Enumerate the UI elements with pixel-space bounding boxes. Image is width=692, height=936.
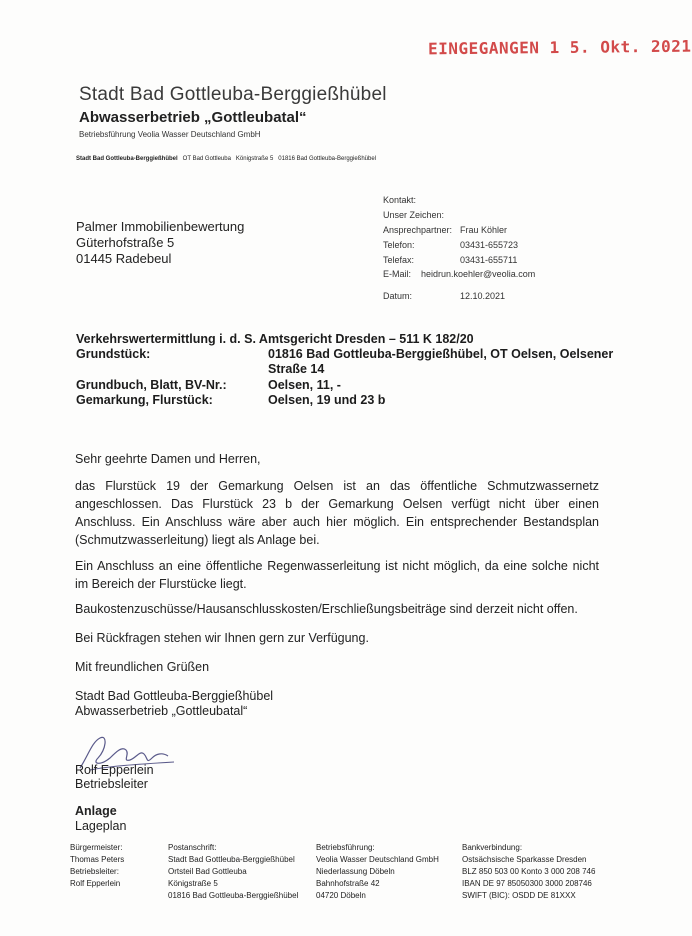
- footer-operator-label: Betriebsführung:: [316, 843, 375, 852]
- footer-bank-label: Bankverbindung:: [462, 843, 523, 852]
- signature-org-2: Abwasserbetrieb „Gottleubatal“: [75, 704, 248, 718]
- sender-line-rest: OT Bad Gottleuba Königstraße 5 01816 Bad Gottleuba-Berggießhübel: [177, 156, 377, 162]
- phone-value: 03431-655723: [460, 240, 519, 250]
- footer-operator-4: 04720 Döbeln: [316, 891, 366, 900]
- letterhead-management: Betriebsführung Veolia Wasser Deutschland GmbH: [79, 130, 261, 139]
- email-value: heidrun.koehler@veolia.com: [421, 269, 536, 279]
- footer-postal-1: Stadt Bad Gottleuba-Berggießhübel: [168, 855, 295, 864]
- salutation: Sehr geehrte Damen und Herren,: [75, 452, 261, 466]
- footer-postal-4: 01816 Bad Gottleuba-Berggießhübel: [168, 891, 299, 900]
- footer-bank-3: IBAN DE 97 85050300 3000 208746: [462, 879, 592, 888]
- partner-label: Ansprechpartner:: [383, 225, 453, 235]
- recipient-name: Palmer Immobilienbewertung: [76, 219, 245, 234]
- footer-mayor: Thomas Peters: [70, 855, 125, 864]
- footer-manager-label: Betriebsleiter:: [70, 867, 119, 876]
- paragraph-connection: das Flurstück 19 der Gemarkung Oelsen ist an das öffentliche Schmutzwassernetz angeschlossen. Das Flurstück 23 b der Gemarkung Oelsen verfügt nicht über einen Anschluss. Ein Anschluss wäre aber auch hier möglich. Ein entsprechender Bestandsplan (Schmutzwasserleitung) liegt als Anlage bei.: [75, 479, 599, 547]
- signer-name: Rolf Epperlein: [75, 763, 154, 777]
- plot-line-2: Straße 14: [268, 362, 325, 376]
- footer-bank-4: SWIFT (BIC): OSDD DE 81XXX: [462, 891, 576, 900]
- partner-value: Frau Köhler: [460, 225, 508, 235]
- letterhead-city: Stadt Bad Gottleuba-Berggießhübel: [79, 84, 387, 105]
- footer-bank-2: BLZ 850 503 00 Konto 3 000 208 746: [462, 867, 596, 876]
- footer-postal-label: Postanschrift:: [168, 843, 217, 852]
- reference-label: Unser Zeichen:: [383, 210, 445, 220]
- fax-label: Telefax:: [383, 255, 415, 265]
- attachment-heading: Anlage: [75, 804, 117, 818]
- district-label: Gemarkung, Flurstück:: [76, 393, 213, 407]
- recipient-street: Güterhofstraße 5: [76, 235, 175, 250]
- date-label: Datum:: [383, 291, 413, 301]
- signature-org-1: Stadt Bad Gottleuba-Berggießhübel: [75, 689, 274, 703]
- plot-line-1: 01816 Bad Gottleuba-Berggießhübel, OT Oelsen, Oelsener: [268, 347, 614, 361]
- sender-line-bold: Stadt Bad Gottleuba-Berggießhübel: [76, 156, 178, 162]
- footer-operator-2: Niederlassung Döbeln: [316, 867, 395, 876]
- district-value: Oelsen, 19 und 23 b: [268, 393, 386, 407]
- email-label: E-Mail:: [383, 269, 412, 279]
- plot-label: Grundstück:: [76, 347, 151, 361]
- recipient-city: 01445 Radebeul: [76, 251, 172, 266]
- paragraph-rainwater: Ein Anschluss an eine öffentliche Regenwasserleitung ist nicht möglich, da eine solche nicht im Bereich der Flurstücke liegt.: [75, 559, 599, 591]
- closing: Mit freundlichen Grüßen: [75, 660, 210, 674]
- subject-title: Verkehrswertermittlung i. d. S. Amtsgericht Dresden – 511 K 182/20: [76, 332, 474, 346]
- footer-postal-3: Königstraße 5: [168, 879, 218, 888]
- attachment-item: Lageplan: [75, 819, 127, 833]
- date-value: 12.10.2021: [460, 291, 506, 301]
- footer-operator-1: Veolia Wasser Deutschland GmbH: [316, 855, 439, 864]
- sender-line: [76, 156, 376, 162]
- footer-bank-1: Ostsächsische Sparkasse Dresden: [462, 855, 587, 864]
- footer-mayor-label: Bürgermeister:: [70, 843, 123, 852]
- register-value: Oelsen, 11, -: [268, 378, 341, 392]
- contact-heading: Kontakt:: [383, 195, 417, 205]
- footer-operator-3: Bahnhofstraße 42: [316, 879, 380, 888]
- fax-value: 03431-655711: [460, 255, 518, 265]
- letterhead-company: Abwasserbetrieb „Gottleubatal“: [79, 109, 307, 126]
- signer-role: Betriebsleiter: [75, 777, 148, 791]
- received-stamp: EINGEGANGEN 1 5. Okt. 2021: [427, 36, 692, 59]
- footer-manager: Rolf Epperlein: [70, 879, 121, 888]
- footer-postal-2: Ortsteil Bad Gottleuba: [168, 867, 247, 876]
- paragraph-questions: Bei Rückfragen stehen wir Ihnen gern zur Verfügung.: [75, 631, 369, 645]
- register-label: Grundbuch, Blatt, BV-Nr.:: [76, 378, 227, 392]
- paragraph-costs: Baukostenzuschüsse/Hausanschlusskosten/Erschließungsbeiträge sind derzeit nicht offen.: [75, 602, 578, 616]
- phone-label: Telefon:: [383, 240, 415, 250]
